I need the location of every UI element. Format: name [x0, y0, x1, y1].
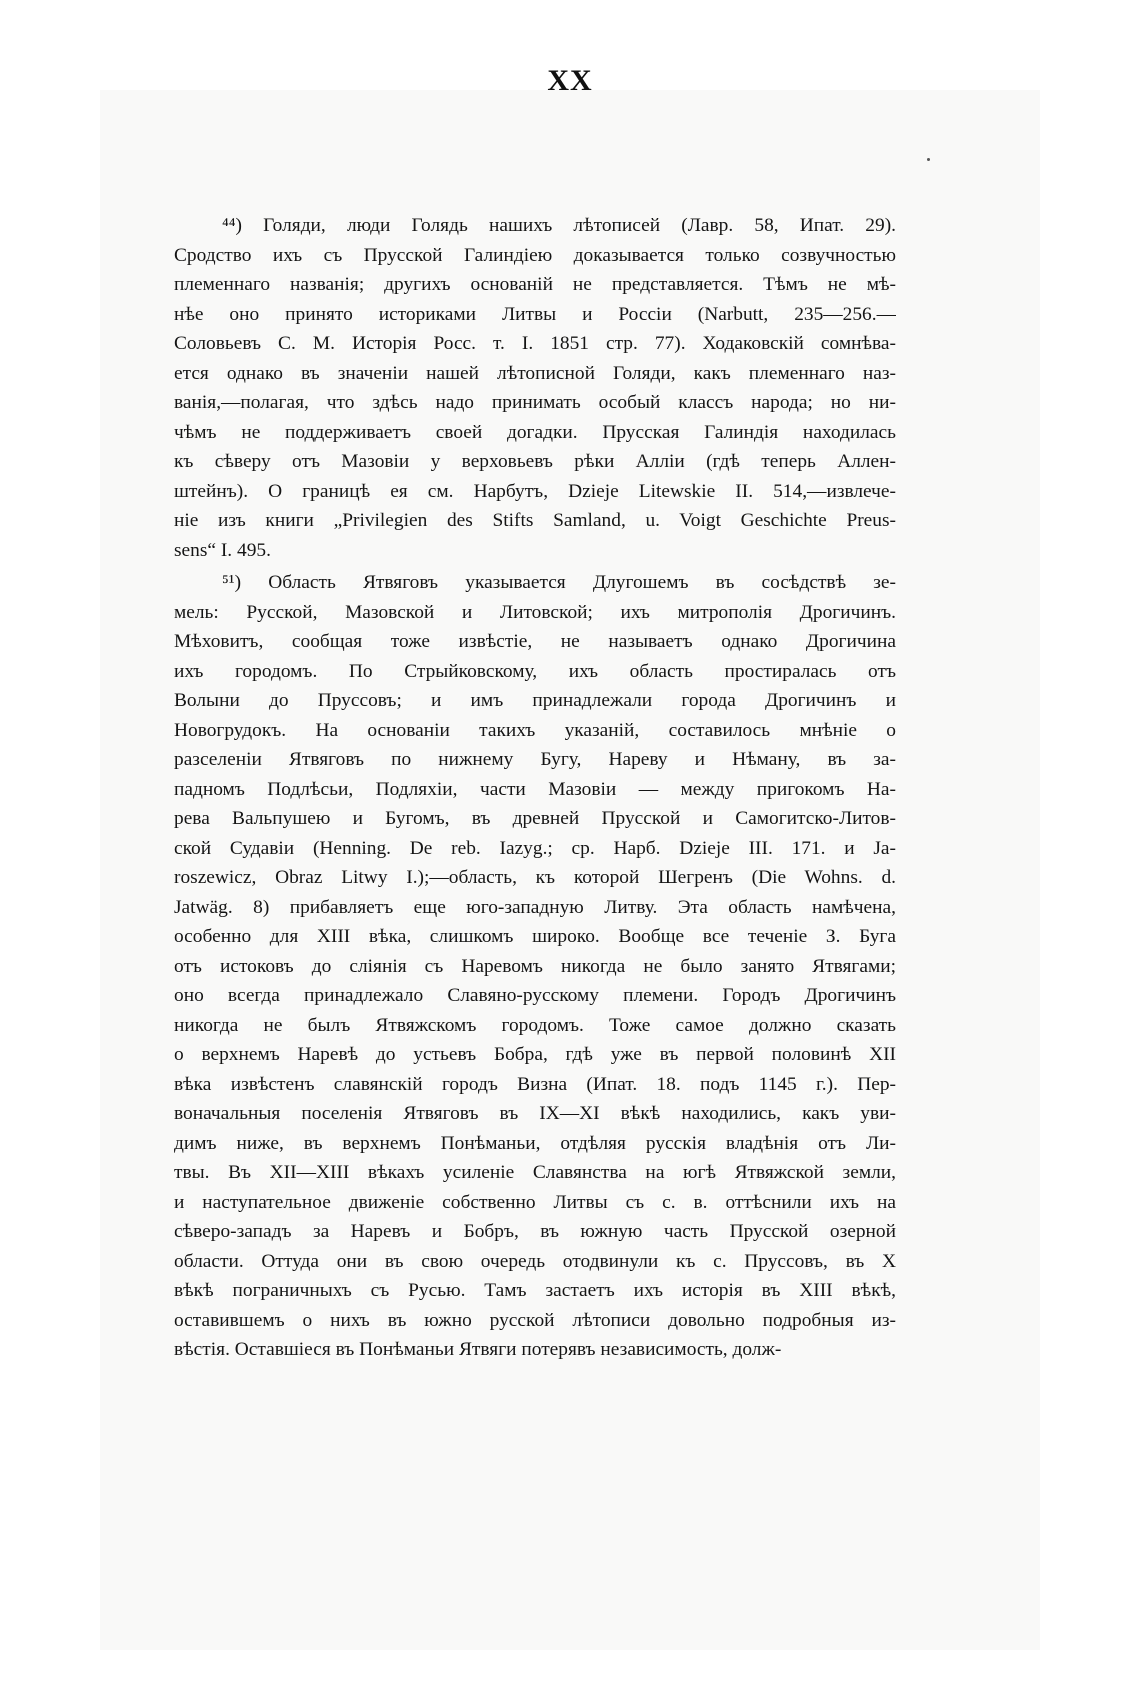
text-line: Соловьевъ С. М. Исторiя Росс. т. I. 1851 стр. 77). Ходаковскiй сомнѣва-	[174, 333, 896, 354]
text-line: Новогрудокъ. На основанiи такихъ указанiй, составилось мнѣнiе о	[174, 719, 896, 741]
text-line: оно всегда принадлежало Славяно-русскому племени. Городъ Дрогичинъ	[174, 985, 896, 1006]
text-line: вѣстiя. Оставшiеся въ Понѣманьи Ятвяги потерявъ независимость, долж-	[174, 1339, 782, 1360]
text-line: ской Судавiи (Henning. De reb. Iazyg.; ср. Нарб. Dzieje III. 171. и Ja-	[174, 837, 896, 859]
text-line: Сродство ихъ съ Прусской Галиндiею доказывается только созвучностью	[174, 244, 896, 266]
text-line: ⁴⁴) Голяди, люди Голядь нашихъ лѣтописей (Лавр. 58, Ипат. 29).	[222, 215, 896, 236]
text-line: ихъ городомъ. По Стрыйковскому, ихъ область простиралась отъ	[174, 660, 896, 682]
text-line: sens“ I. 495.	[174, 539, 271, 561]
text-line: твы. Въ XII—XIII вѣкахъ усиленiе Славянства на югѣ Ятвяжской земли,	[174, 1162, 896, 1183]
page-number: XX	[547, 64, 593, 97]
text-line: нѣе оно принято историками Литвы и Россiи (Narbutt, 235—256.—	[174, 303, 896, 325]
text-line: сѣверо-западъ за Наревъ и Бобръ, въ южную часть Прусской озерной	[174, 1221, 896, 1242]
text-line: особенно для XIII вѣка, слишкомъ широко. Вообще все теченiе З. Буга	[174, 926, 896, 947]
text-line: отъ истоковъ до слiянiя съ Наревомъ никогда не было занято Ятвягами;	[174, 955, 896, 977]
text-line: Jatwäg. 8) прибавляетъ еще юго-западную Литву. Эта область намѣчена,	[174, 896, 896, 918]
footnote-44	[174, 211, 896, 565]
text-line: чѣмъ не поддерживаетъ своей догадки. Прусская Галиндiя находилась	[174, 421, 896, 443]
text-line: вѣкѣ пограничныхъ съ Русью. Тамъ застаетъ ихъ исторiя въ XIII вѣкѣ,	[174, 1280, 896, 1301]
text-line: Волыни до Пруссовъ; и имъ принадлежали города Дрогичинъ и	[174, 690, 896, 711]
text-line: вѣка извѣстенъ славянскiй городъ Визна (Ипат. 18. подъ 1145 г.). Пер-	[174, 1073, 896, 1095]
text-line: ется однако въ значенiи нашей лѣтописной Голяди, какъ племеннаго наз-	[174, 362, 896, 384]
text-line: разселенiи Ятвяговъ по нижнему Бугу, Нареву и Нѣману, въ за-	[174, 749, 896, 770]
footnote-51	[174, 568, 896, 1365]
text-line: Мѣховитъ, сообщая тоже извѣстiе, не называетъ однако Дрогичина	[174, 631, 896, 652]
text-line: нiе изъ книги „Privilegien des Stifts Samland, u. Voigt Geschichte Preus-	[174, 510, 896, 531]
text-line: димъ ниже, въ верхнемъ Понѣманьи, отдѣляя русскiя владѣнiя отъ Ли-	[174, 1132, 896, 1154]
text-line: никогда не былъ Ятвяжскомъ городомъ. Тоже самое должно сказать	[174, 1014, 896, 1036]
text-line: къ сѣверу отъ Мазовiи у верховьевъ рѣки Аллiи (гдѣ теперь Аллен-	[174, 451, 896, 472]
text-line: мель: Русской, Мазовской и Литовской; ихъ митрополiя Дрогичинъ.	[174, 601, 896, 623]
text-line: рева Вальпушею и Бугомъ, въ древней Прусской и Самогитско-Литов-	[174, 808, 896, 829]
text-line: о верхнемъ Наревѣ до устьевъ Бобра, гдѣ уже въ первой половинѣ XII	[174, 1044, 896, 1065]
text-line: ванiя,—полагая, что здѣсь надо принимать особый классъ народа; но ни-	[174, 392, 896, 413]
text-line: племеннаго названiя; другихъ основанiй не представляется. Тѣмъ не мѣ-	[174, 274, 896, 295]
text-line: ⁵¹) Область Ятвяговъ указывается Длугошемъ въ сосѣдствѣ зе-	[222, 572, 896, 593]
text-line: штейнъ). О границѣ ея см. Нарбутъ, Dzieje Litewskie II. 514,—извлече-	[174, 480, 896, 502]
text-line: области. Оттуда они въ свою очередь отодвинули къ с. Пруссовъ, въ X	[174, 1250, 896, 1272]
text-line: и наступательное движенiе собственно Литвы съ с. в. оттѣснили ихъ на	[174, 1191, 896, 1213]
text-line: roszewicz, Obraz Litwy I.);—область, къ которой Шегренъ (Die Wohns. d.	[174, 867, 896, 888]
scan-speck	[927, 158, 930, 161]
text-line: оставившемъ о нихъ въ южно русской лѣтописи довольно подробныя из-	[174, 1309, 896, 1331]
text-line: воначальныя поселенiя Ятвяговъ въ IX—XI вѣкѣ находились, какъ уви-	[174, 1103, 896, 1124]
text-line: падномъ Подлѣсьи, Подляхiи, части Мазовiи — между пригокомъ На-	[174, 778, 896, 800]
